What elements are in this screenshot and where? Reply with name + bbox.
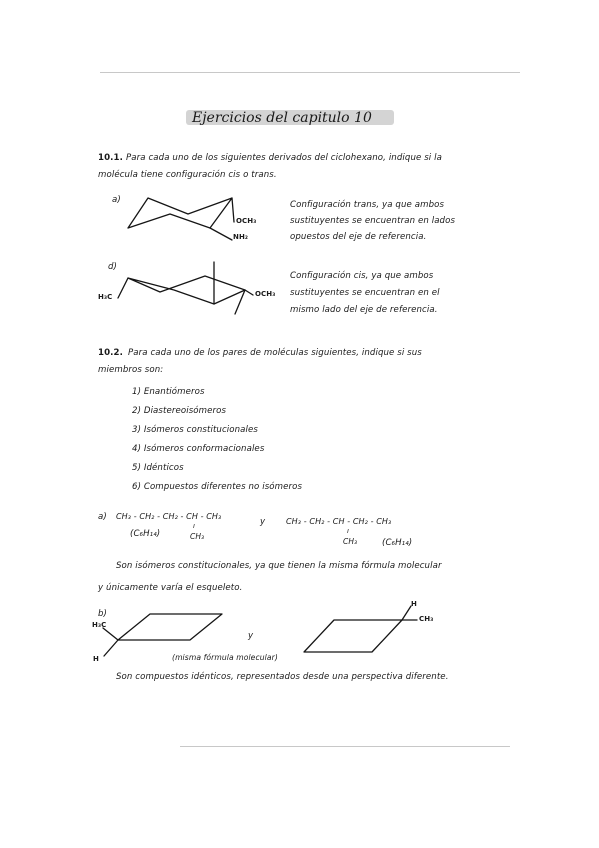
ex1-statement-line2: molécula tiene configuración cis o trans. <box>98 170 277 180</box>
ex1-number: 10.1. <box>98 153 123 163</box>
ex2-a-right-formula: CH₃ - CH₂ - CH - CH₂ - CH₃ <box>286 517 392 526</box>
ex1-a-label: a) <box>112 195 121 205</box>
ex1-a-answer-line2: sustituyentes se encuentran en lados <box>290 216 456 226</box>
ex2-a-left-formula: CH₃ - CH₂ - CH₂ - CH - CH₃ <box>116 512 222 521</box>
ex2-a-conj: y <box>260 517 266 527</box>
ex2-b-right-sub-right: CH₃ <box>419 615 434 623</box>
ex2-option-4: 4) Isómeros conformacionales <box>132 444 265 454</box>
ex2-number: 10.2. <box>98 348 123 358</box>
ex1-a-sub-bottom: NH₂ <box>233 233 249 241</box>
ex2-option-1: 1) Enantiómeros <box>132 387 205 397</box>
ex2-option-6: 6) Compuestos diferentes no isómeros <box>132 482 303 492</box>
ex1-a-sub-top: OCH₃ <box>236 217 257 225</box>
ex2-a-left-molecular: (C₆H₁₄) <box>130 529 161 539</box>
ex2-b-right-sub-top: H <box>411 600 417 608</box>
ex2-statement-line1: Para cada uno de los pares de moléculas siguientes, indique si sus <box>128 348 422 358</box>
ex2-a-label: a) <box>98 512 107 522</box>
ex2-b-answer: Son compuestos idénticos, representados desde una perspectiva diferente. <box>116 672 449 682</box>
ex2-statement-line2: miembros son: <box>98 365 164 375</box>
ex2-a-right-branch-bond: ı <box>347 527 350 535</box>
ex2-a-answer-line1: Son isómeros constitucionales, ya que tienen la misma fórmula molecular <box>116 561 442 571</box>
ex2-option-3: 3) Isómeros constitucionales <box>132 425 258 435</box>
ex2-b-conj: y <box>248 631 254 641</box>
ex2-a-right-molecular: (C₆H₁₄) <box>382 538 413 548</box>
bottom-rule <box>180 746 510 747</box>
ex2-b-note: (misma fórmula molecular) <box>172 653 278 662</box>
ex2-b-left-sub-bottom: H <box>93 655 99 663</box>
title-text: Ejercicios del capitulo 10 <box>192 110 372 126</box>
ex1-d-answer-line2: sustituyentes se encuentran en el <box>290 288 440 298</box>
ex1-d-answer-line1: Configuración cis, ya que ambos <box>290 271 434 281</box>
ex2-option-5: 5) Idénticos <box>132 463 184 473</box>
ex1-a-answer-line3: opuestos del eje de referencia. <box>290 232 427 242</box>
ex2-b-label: b) <box>98 609 108 619</box>
ex1-d-sub-right: OCH₃ <box>255 290 276 298</box>
ex2-b-left-sub-top: H₃C <box>92 621 107 629</box>
ex1-d-label: d) <box>108 262 118 272</box>
ex2-a-left-branch-bond: ı <box>193 522 196 530</box>
ex1-statement-line1: Para cada uno de los siguientes derivados del ciclohexano, indique si la <box>126 153 442 163</box>
ex2-a-answer-line2: y únicamente varía el esqueleto. <box>98 583 243 593</box>
ex2-option-2: 2) Diastereoisómeros <box>132 406 227 416</box>
ex1-d-answer-line3: mismo lado del eje de referencia. <box>290 305 438 315</box>
ex1-d-sub-left: H₃C <box>98 293 113 301</box>
ex2-a-right-branch: CH₃ <box>343 537 358 546</box>
ex1-a-answer-line1: Configuración trans, ya que ambos <box>290 200 445 210</box>
ex2-a-left-branch: CH₃ <box>190 532 205 541</box>
